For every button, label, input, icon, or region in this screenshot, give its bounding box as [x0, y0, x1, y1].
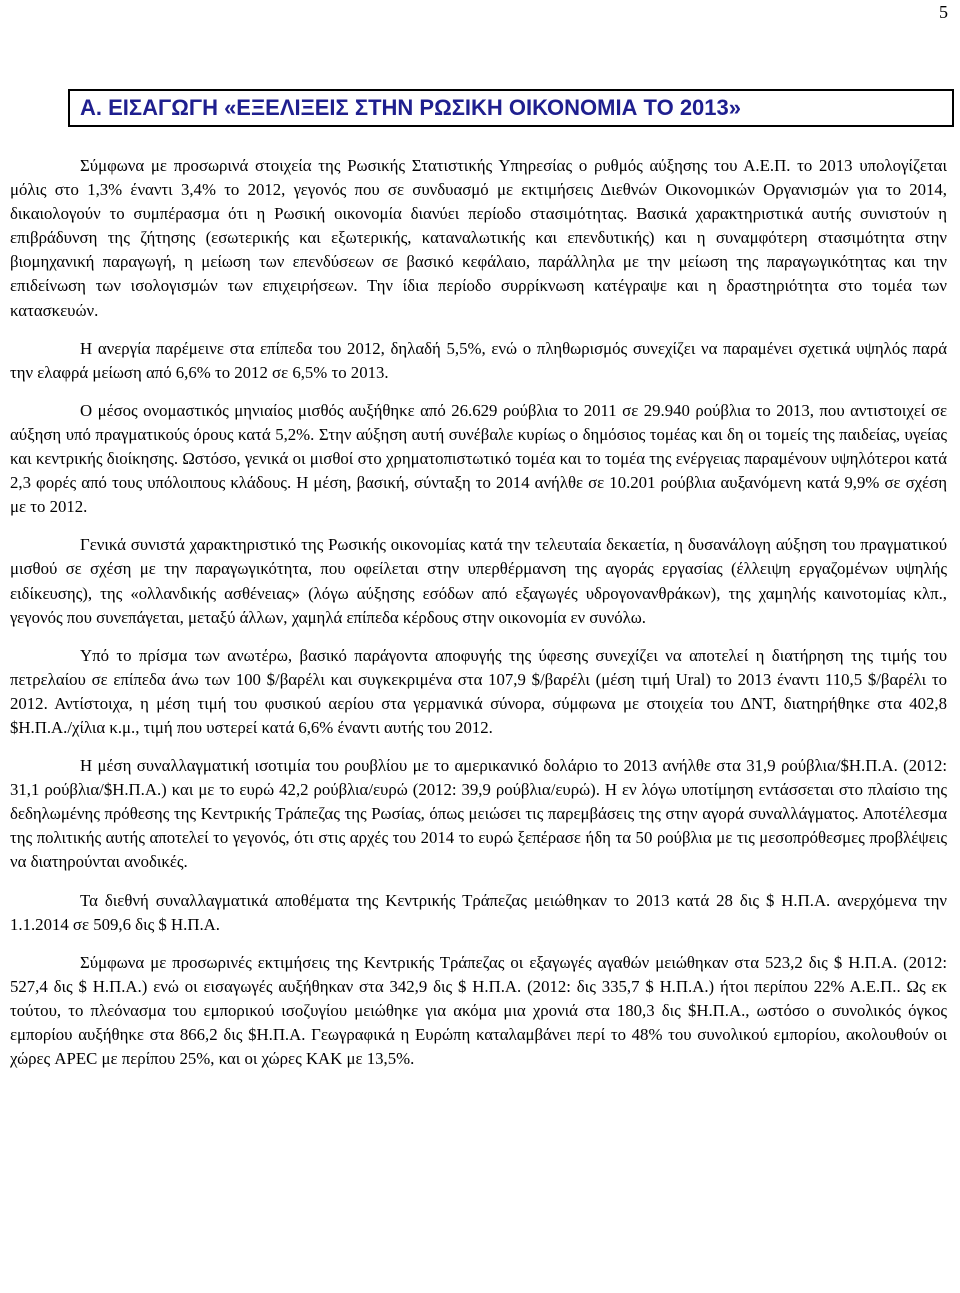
paragraph-unemployment: Η ανεργία παρέμεινε στα επίπεδα του 2012, δηλαδή 5,5%, ενώ ο πληθωρισμός συνεχίζει να παραμένει σχετικά υψηλός παρά την ελαφρά μείωση από 6,6% το 2012 σε 6,5% το 2013. [10, 338, 947, 382]
page-number: 5 [939, 2, 948, 22]
section-heading-box [68, 89, 954, 127]
paragraph-oil-gas-prices: Υπό το πρίσμα των ανωτέρω, βασικό παράγοντα αποφυγής της ύφεσης συνεχίζει να αποτελεί η διατήρηση της τιμής του πετρελαίου σε επίπεδα άνω των 100 $/βαρέλι και συγκεκριμένα στα 107,9 $/βαρέλι (μέση τιμή Ural) το 2013 έναντι 110,5 $/βαρέλι το 2012. Αντίστοιχα, η μέση τιμή του φυσικού αερίου στα γερμανικά σύνορα, σύμφωνα με στοιχεία του ΔΝΤ, διατηρήθηκε στα 402,8 $Η.Π.Α./χίλια κ.μ., τιμή που υστερεί κατά 6,6% έναντι αυτής του 2012. [10, 645, 947, 737]
paragraph-reserves: Τα διεθνή συναλλαγματικά αποθέματα της Κεντρικής Τράπεζας μειώθηκαν το 2013 κατά 28 δις $ Η.Π.Α. ανερχόμενα την 1.1.2014 σε 509,6 δις $ Η.Π.Α. [10, 890, 947, 934]
paragraph-exchange-rate: Η μέση συναλλαγματική ισοτιμία του ρουβλίου με το αμερικανικό δολάριο το 2013 ανήλθε στα 31,9 ρούβλια/$Η.Π.Α. (2012: 31,1 ρούβλια/$Η.Π.Α.) και με το ευρώ 42,2 ρούβλια/ευρώ (2012: 39,9 ρούβλια/ευρώ). Η εν λόγω υποτίμηση εντάσσεται στο πλαίσιο της δεδηλωμένης πρόθεσης της Κεντρικής Τράπεζας της Ρωσίας, όπως μειώσει τις παρεμβάσεις της στην αγορά συναλλάγματος. Αποτέλεσμα της πολιτικής αυτής αποτελεί το γεγονός, ότι στις αρχές του 2014 το ευρώ ξεπέρασε ήδη τα 50 ρούβλια με τις μεσοπρόθεσμες προβλέψεις να διατηρούνται ανοδικές. [10, 756, 947, 872]
paragraph-productivity: Γενικά συνιστά χαρακτηριστικό της Ρωσικής οικονομίας κατά την τελευταία δεκαετία, η δυσανάλογη αύξηση του πραγματικού μισθού σε σχέση με την παραγωγικότητα, που οφείλεται στην υπερθέρμανση της αγοράς εργασίας (έλλειψη εργαζομένων υψηλής ειδίκευσης), της «ολλανδικής ασθένειας» (λόγω αύξησης εσόδων από εξαγωγές υδρογονανθράκων), της χαμηλής καινοτομίας κλπ., γεγονός που συνεπάγεται, μεταξύ άλλων, χαμηλά επίπεδα κέρδους στην οικονομία εν συνόλω. [10, 535, 947, 627]
paragraph-economic-growth: Σύμφωνα με προσωρινά στοιχεία της Ρωσικής Στατιστικής Υπηρεσίας ο ρυθμός αύξησης του Α.Ε.Π. το 2013 υπολογίζεται μόλις στο 1,3% έναντι 3,4% το 2012, γεγονός που σε συνδυασμό με εκτιμήσεις Διεθνών Οικονομικών Οργανισμών για το 2014, δικαιολογούν το συμπέρασμα ότι η Ρωσική οικονομία διανύει περίοδο στασιμότητας. Βασικά χαρακτηριστικά αυτής συνιστούν η επιβράδυνση της ζήτησης (εσωτερικής και εξωτερικής, καταναλωτικής και επενδυτικής) και η συναμφότερη στασιμότητα στην βιομηχανική παραγωγή, η μείωση των επενδύσεων σε βασικό κεφάλαιο, παράλληλα με την μείωση της παραγωγικότητας και την επιδείνωση των ισολογισμών των επιχειρήσεων. Την ίδια περίοδο συρρίκνωση κατέγραψε και η δραστηριότητα στο τομέα των κατασκευών. [10, 156, 947, 320]
document-body [10, 154, 947, 1085]
paragraph-trade: Σύμφωνα με προσωρινές εκτιμήσεις της Κεντρικής Τράπεζας οι εξαγωγές αγαθών μειώθηκαν στα 523,2 δις $ Η.Π.Α. (2012: 527,4 δις $ Η.Π.Α.) ενώ οι εισαγωγές αυξήθηκαν στα 342,9 δις $ Η.Π.Α. (2012: δις 335,7 $ Η.Π.Α.) ήτοι περίπου 22% Α.Ε.Π.. Ως εκ τούτου, το πλεόνασμα του εμπορικού ισοζυγίου μειώθηκε για ακόμα μια χρονιά στα 180,3 δις $Η.Π.Α., ωστόσο ο συνολικός όγκος εμπορίου αυξήθηκε στα 866,2 δις $Η.Π.Α. Γεωγραφικά η Ευρώπη καταλαμβάνει περί το 48% του συνολικού εμπορίου, ακολουθούν οι χώρες APEC με περίπου 25%, και οι χώρες ΚΑΚ με 13,5%. [10, 952, 947, 1069]
section-heading: Α. ΕΙΣΑΓΩΓΗ «ΕΞΕΛΙΞΕΙΣ ΣΤΗΝ ΡΩΣΙΚΗ ΟΙΚΟΝΟΜΙΑ ΤΟ 2013» [80, 95, 741, 120]
paragraph-wages: Ο μέσος ονομαστικός μηνιαίος μισθός αυξήθηκε από 26.629 ρούβλια το 2011 σε 29.940 ρούβλια το 2013, που αντιστοιχεί σε αύξηση υπό πραγματικούς όρους κατά 5,2%. Στην αύξηση αυτή συνέβαλε κυρίως ο δημόσιος τομέας και δη οι τομείς της παιδείας, υγείας και κεντρικής διοίκησης. Ωστόσο, γενικά οι μισθοί στο χρηματοπιστωτικό τομέα και το τομέα της ενέργειας παραμένουν υψηλότεροι κατά 2,3 φορές από τους υπόλοιπους κλάδους. Η μέση, βασική, σύνταξη το 2014 ανήλθε σε 10.201 ρούβλια αυξανόμενη κατά 9,9% σε σχέση με το 2012. [10, 400, 947, 517]
